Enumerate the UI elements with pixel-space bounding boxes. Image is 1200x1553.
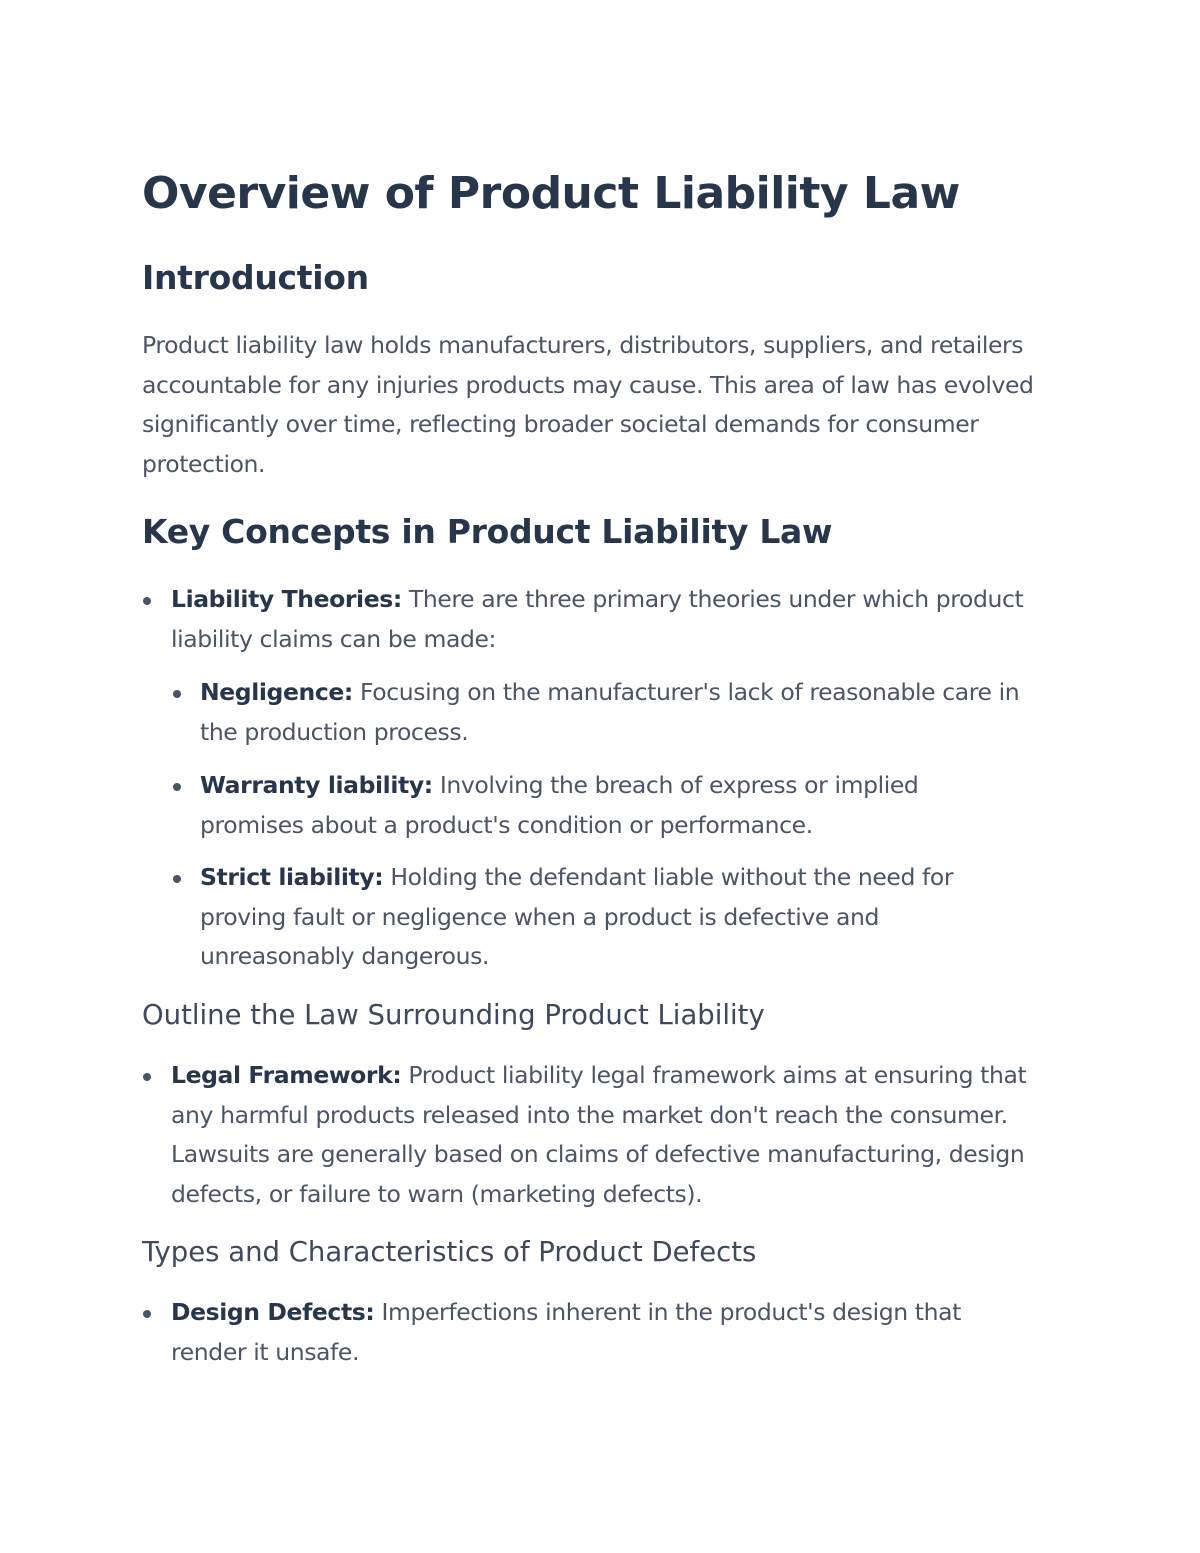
- defect-types-heading: Types and Characteristics of Product Defects: [142, 1236, 757, 1268]
- bullet-icon: [143, 597, 151, 605]
- introduction-paragraph: Product liability law holds manufacturers, distributors, suppliers, and retailers accountable for any injuries products may cause. This area of law has evolved significantly over time, reflecting broader societal demands for consumer protection.: [142, 331, 1034, 478]
- list-item-text: There are three primary theories under which product liability claims can be made:: [171, 585, 1024, 653]
- list-item-text: Product liability legal framework aims at ensuring that any harmful products released into the market don't reach the consumer. Lawsuits are generally based on claims of defective manufacturing, design defects, or failure to warn (marketing defects).: [171, 1061, 1027, 1208]
- list-item-term: Negligence:: [200, 678, 353, 706]
- list-item-text: Focusing on the manufacturer's lack of reasonable care in the production process.: [200, 678, 1020, 746]
- bullet-icon: [173, 783, 181, 791]
- list-item-warranty-liability: [200, 766, 990, 845]
- list-item-text: Holding the defendant liable without the need for proving fault or negligence when a product is defective and unreasonably dangerous.: [200, 863, 954, 971]
- list-item-negligence: [200, 673, 1050, 752]
- list-item-text: Imperfections inherent in the product's design that render it unsafe.: [171, 1298, 961, 1366]
- key-concepts-heading: Key Concepts in Product Liability Law: [142, 512, 833, 551]
- list-item-legal-framework: [171, 1056, 1071, 1214]
- outline-law-heading: Outline the Law Surrounding Product Liability: [142, 999, 765, 1031]
- list-item-strict-liability: [200, 858, 1020, 977]
- bullet-icon: [143, 1073, 151, 1081]
- bullet-icon: [173, 875, 181, 883]
- list-item-term: Liability Theories:: [171, 585, 402, 613]
- introduction-heading: Introduction: [142, 258, 369, 297]
- bullet-icon: [173, 690, 181, 698]
- document-title: Overview of Product Liability Law: [142, 168, 960, 219]
- list-item-term: Strict liability:: [200, 863, 384, 891]
- list-item-liability-theories: [171, 580, 1051, 659]
- bullet-icon: [143, 1310, 151, 1318]
- list-item-term: Warranty liability:: [200, 771, 433, 799]
- list-item-text: Involving the breach of express or implied promises about a product's condition or performance.: [200, 771, 919, 839]
- list-item-term: Design Defects:: [171, 1298, 375, 1326]
- list-item-term: Legal Framework:: [171, 1061, 402, 1089]
- list-item-design-defects: [171, 1293, 1031, 1372]
